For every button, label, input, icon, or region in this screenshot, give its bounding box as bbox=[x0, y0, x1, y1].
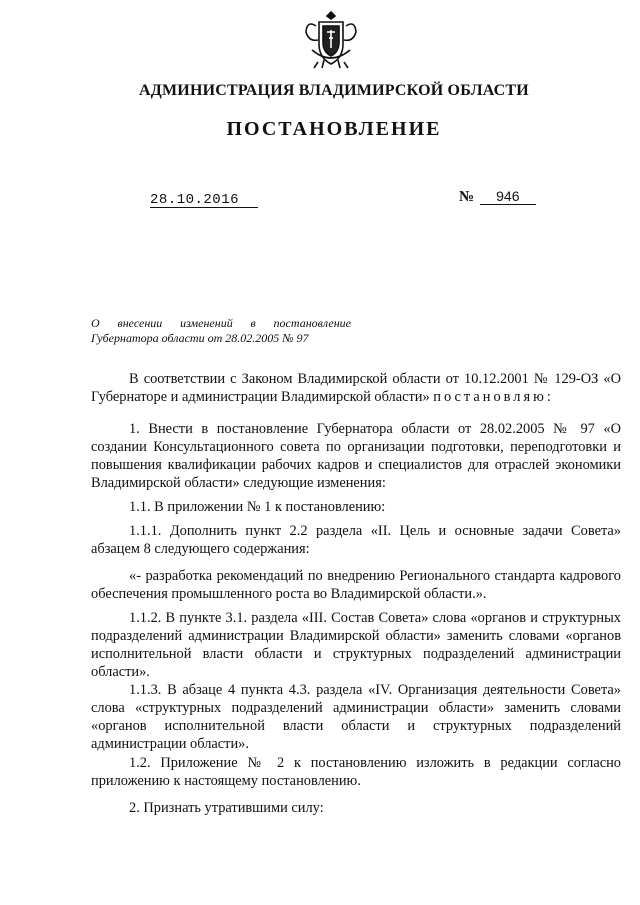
document-type-title: ПОСТАНОВЛЕНИЕ bbox=[226, 118, 442, 140]
paragraph-2-text: 2. Признать утратившими силу: bbox=[129, 800, 324, 816]
paragraph-1-1-3-text: 1.1.3. В абзаце 4 пункта 4.3. раздела «IV. Организация деятельности Совета» слова «структурных подразделений администрации области» заменить словами «органов исполнительной власти области и структурных подразделений администрации области». bbox=[91, 682, 621, 752]
paragraph-quote bbox=[91, 567, 621, 603]
paragraph-1 bbox=[91, 420, 621, 492]
paragraph-1-2-text: 1.2. Приложение № 2 к постановлению изложить в редакции согласно приложению к настоящему постановлению. bbox=[91, 755, 621, 789]
paragraph-preamble bbox=[91, 370, 621, 406]
document-date: 28.10.2016 bbox=[150, 193, 258, 208]
document-subject: О внесении изменений в постановление Губернатора области от 28.02.2005 № 97 bbox=[91, 316, 351, 345]
preamble-text: В соответствии с Законом Владимирской области от 10.12.2001 № 129-ОЗ «О Губернаторе и администрации Владимирской области» bbox=[91, 371, 621, 405]
organization-title: АДМИНИСТРАЦИЯ ВЛАДИМИРСКОЙ ОБЛАСТИ bbox=[139, 82, 529, 99]
paragraph-1-1-1 bbox=[91, 522, 621, 558]
number-value: 946 bbox=[480, 188, 536, 205]
decree-word: постановляю: bbox=[433, 389, 554, 405]
paragraph-1-1-2 bbox=[91, 609, 621, 681]
paragraph-1-1-2-text: 1.1.2. В пункте 3.1. раздела «III. Состав Совета» слова «органов и структурных подразделений администрации Владимирской области» заменить словами «органов исполнительной власти области и структурных подразделений администрации области». bbox=[91, 610, 621, 680]
paragraph-1-1-3 bbox=[91, 681, 621, 753]
paragraph-1-2 bbox=[91, 754, 621, 790]
number-label: № bbox=[459, 189, 475, 205]
coat-of-arms-icon bbox=[304, 10, 358, 70]
paragraph-2 bbox=[91, 799, 621, 817]
document-number bbox=[459, 188, 536, 206]
paragraph-1-1-text: 1.1. В приложении № 1 к постановлению: bbox=[129, 499, 386, 515]
paragraph-1-1 bbox=[91, 498, 621, 516]
paragraph-quote-text: «- разработка рекомендаций по внедрению Регионального стандарта кадрового обеспечения промышленного роста во Владимирской области.». bbox=[91, 568, 621, 602]
paragraph-1-1-1-text: 1.1.1. Дополнить пункт 2.2 раздела «II. Цель и основные задачи Совета» абзацем 8 следующего содержания: bbox=[91, 523, 621, 557]
paragraph-1-text: 1. Внести в постановление Губернатора области от 28.02.2005 № 97 «О создании Консультационного совета по организации подготовки, переподготовки и повышения квалификации рабочих кадров и специалистов для отраслей экономики Владимирской области» следующие изменения: bbox=[91, 421, 621, 491]
